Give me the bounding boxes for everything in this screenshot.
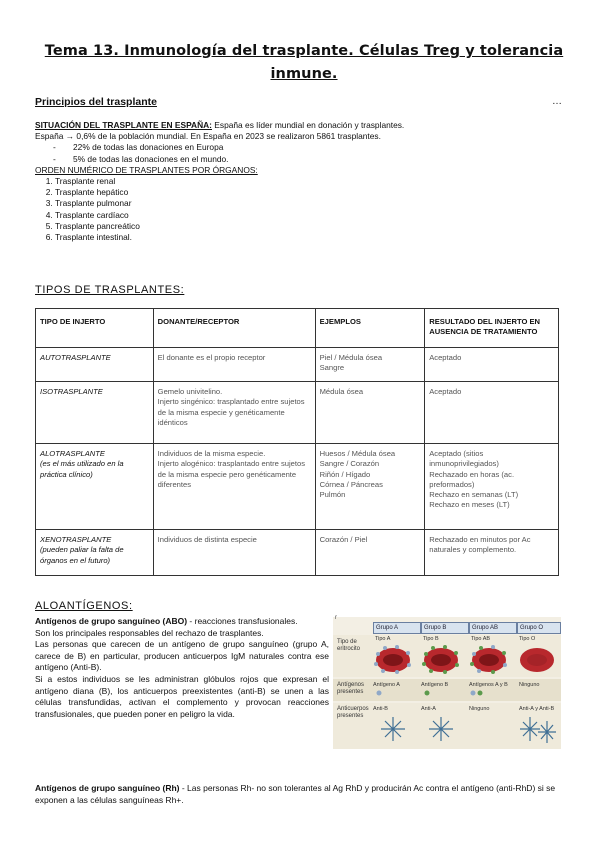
aloantigenos-text (35, 616, 329, 720)
situacion-text1: España es líder mundial en donación y trasplantes. (211, 120, 405, 130)
donante-text: Individuos de la misma especie. Injerto alogénico: trasplantado entre sujetos de la misma especie pero genéticamente diferentes (157, 449, 306, 489)
header-donante: DONANTE/RECEPTOR (153, 309, 315, 348)
header-tipo: TIPO DE INJERTO (36, 309, 154, 348)
paragraph: Las personas que carecen de un antígeno de grupo sanguíneo (grupo A, carece de B) en particular, producen anticuerpos IgM naturales contra ese antígeno (Anti-B). (35, 639, 329, 673)
cell-tipo (36, 348, 154, 382)
orden-item: 4. Trasplante cardíaco (55, 210, 560, 221)
antibody-label: Anti-A y Anti-B (519, 706, 555, 712)
antibody-icon (381, 717, 405, 741)
antigen-icon (377, 691, 382, 696)
heading-ellipsis: … (552, 96, 562, 107)
type-label: Tipo O (519, 636, 536, 642)
table-row (36, 444, 559, 530)
figure-corner-mark: r (335, 615, 337, 621)
bullet-item: - 5% de todas las donaciones en el mundo. (35, 154, 560, 165)
ejemplos-text: Huesos / Médula ósea Sangre / Corazón Riñón / Hígado Córnea / Páncreas Pulmón (319, 449, 396, 500)
donante-text: Individuos de distinta especie (157, 535, 257, 544)
row-label: Anticuerpos presentes (337, 706, 369, 719)
cell-resultado (425, 444, 559, 530)
antigen-icon (425, 691, 430, 696)
tipo-name: XENOTRASPLANTE (40, 535, 112, 544)
cell-ejemplos (315, 348, 425, 382)
page-title: Tema 13. Inmunología del trasplante. Células Treg y tolerancia inmune. (44, 43, 564, 82)
tipo-name: AUTOTRASPLANTE (40, 353, 111, 362)
bullet-item: - 22% de todas las donaciones en Europa (35, 142, 560, 153)
tipo-name: ISOTRASPLANTE (40, 387, 103, 396)
erythrocyte-icon (422, 645, 459, 674)
antigen-label: Antígeno B (421, 682, 449, 688)
cell-tipo (36, 382, 154, 444)
table-header-row (36, 309, 559, 348)
type-label: Tipo AB (471, 636, 491, 642)
paragraph: Son los principales responsables del rechazo de trasplantes. (35, 627, 264, 638)
group-header: Grupo O (517, 622, 561, 634)
row-label: Antígenos presentes (337, 682, 365, 695)
cell-ejemplos (315, 530, 425, 576)
cell-tipo (36, 444, 154, 530)
section-heading-principios: Principios del trasplante (35, 96, 157, 108)
antibody-label: Ninguno (469, 706, 490, 712)
resultado-text: Aceptado (429, 387, 462, 396)
group-header: Grupo AB (469, 622, 517, 634)
antibody-icon (520, 717, 556, 743)
erythrocyte-icon (520, 648, 554, 672)
cell-donante (153, 530, 315, 576)
orden-item: 1. Trasplante renal (55, 176, 560, 187)
header-resultado: RESULTADO DEL INJERTO EN AUSENCIA DE TRATAMIENTO (425, 309, 559, 348)
tipo-name: ALOTRASPLANTE (40, 449, 105, 458)
resultado-text: Aceptado (429, 353, 462, 362)
cell-ejemplos (315, 382, 425, 444)
antibody-icon (429, 717, 453, 741)
table-row (36, 382, 559, 444)
erythrocyte-icon (470, 645, 507, 674)
antigen-label: Antígeno A (373, 682, 400, 688)
donante-text: Gemelo univitelino. Injerto singénico: trasplantado entre sujetos de la misma especie y genéticamente idénticos (157, 387, 305, 427)
orden-list (35, 176, 560, 243)
table-row (36, 348, 559, 382)
group-header: Grupo A (373, 622, 421, 634)
table-row (36, 530, 559, 576)
antigen-label: Ninguno (519, 682, 540, 688)
donante-text: El donante es el propio receptor (157, 353, 266, 362)
paragraph: Si a estos individuos se les administran glóbulos rojos que expresan el antígeno diana (B), los anticuerpos preexistentes (anti-B) se unen a las células transfundidas, activan el complemento y provocan reacciones transfusionales, que pueden poner en peligro la vida. (35, 673, 329, 719)
situacion-label: SITUACIÓN DEL TRASPLANTE EN ESPAÑA: (35, 120, 212, 130)
orden-label: ORDEN NUMÉRICO DE TRASPLANTES POR ÓRGANOS: (35, 164, 258, 175)
cell-donante (153, 382, 315, 444)
situacion-bullets (35, 142, 560, 164)
ejemplos-text: Piel / Médula ósea Sangre (319, 353, 383, 373)
cell-resultado (425, 530, 559, 576)
header-ejemplos: EJEMPLOS (315, 309, 425, 348)
cell-resultado (425, 348, 559, 382)
ejemplos-text: Corazón / Piel (319, 535, 368, 544)
rh-paragraph (35, 782, 560, 806)
aloantigenos-heading: ALOANTÍGENOS: (35, 600, 133, 612)
cell-resultado (425, 382, 559, 444)
orden-item: 3. Trasplante pulmonar (55, 198, 560, 209)
antibody-label: Anti-A (421, 706, 436, 712)
group-header: Grupo B (421, 622, 469, 634)
antibody-label: Anti-B (373, 706, 388, 712)
row-label: Tipo de eritrocito (337, 639, 361, 652)
tipos-table (35, 308, 559, 576)
abo-text: - reacciones transfusionales. (187, 616, 298, 626)
rh-text: - Las personas Rh- no son tolerantes al Ag RhD y producirán Ac contra el antígeno (anti-RhD) si se exponen a las células sanguíneas Rh+. (35, 783, 556, 805)
erythrocyte-icon (374, 645, 411, 674)
tipo-note: (pueden paliar la falta de órganos en el futuro) (40, 545, 124, 565)
tipo-note: (es el más utilizado en la práctica clínico) (40, 459, 124, 479)
abo-figure (333, 617, 561, 749)
cell-ejemplos (315, 444, 425, 530)
antigen-icon (471, 691, 483, 696)
resultado-text: Rechazado en minutos por Ac naturales y complemento. (429, 535, 531, 555)
orden-item: 5. Trasplante pancreático (55, 221, 560, 232)
ejemplos-text: Médula ósea (319, 387, 364, 396)
rh-label: Antígenos de grupo sanguíneo (Rh) (35, 783, 180, 793)
antigen-label: Antígenos A y B (469, 682, 508, 688)
tipos-heading: TIPOS DE TRASPLANTES: (35, 284, 185, 296)
cell-donante (153, 348, 315, 382)
orden-item: 6. Trasplante intestinal. (55, 232, 560, 243)
cell-donante (153, 444, 315, 530)
situacion-block (35, 120, 560, 243)
abo-label: Antígenos de grupo sanguíneo (ABO) (35, 616, 188, 626)
type-label: Tipo A (375, 636, 391, 642)
situacion-text2: España → 0,6% de la población mundial. En España en 2023 se realizaron 5861 trasplantes. (35, 131, 381, 142)
resultado-text: Aceptado (sitios inmunoprivilegiados) Rechazado en horas (ac. preformados) Rechazo en semanas (LT) Rechazo en meses (LT) (429, 449, 519, 510)
cell-tipo (36, 530, 154, 576)
type-label: Tipo B (423, 636, 439, 642)
orden-item: 2. Trasplante hepático (55, 187, 560, 198)
